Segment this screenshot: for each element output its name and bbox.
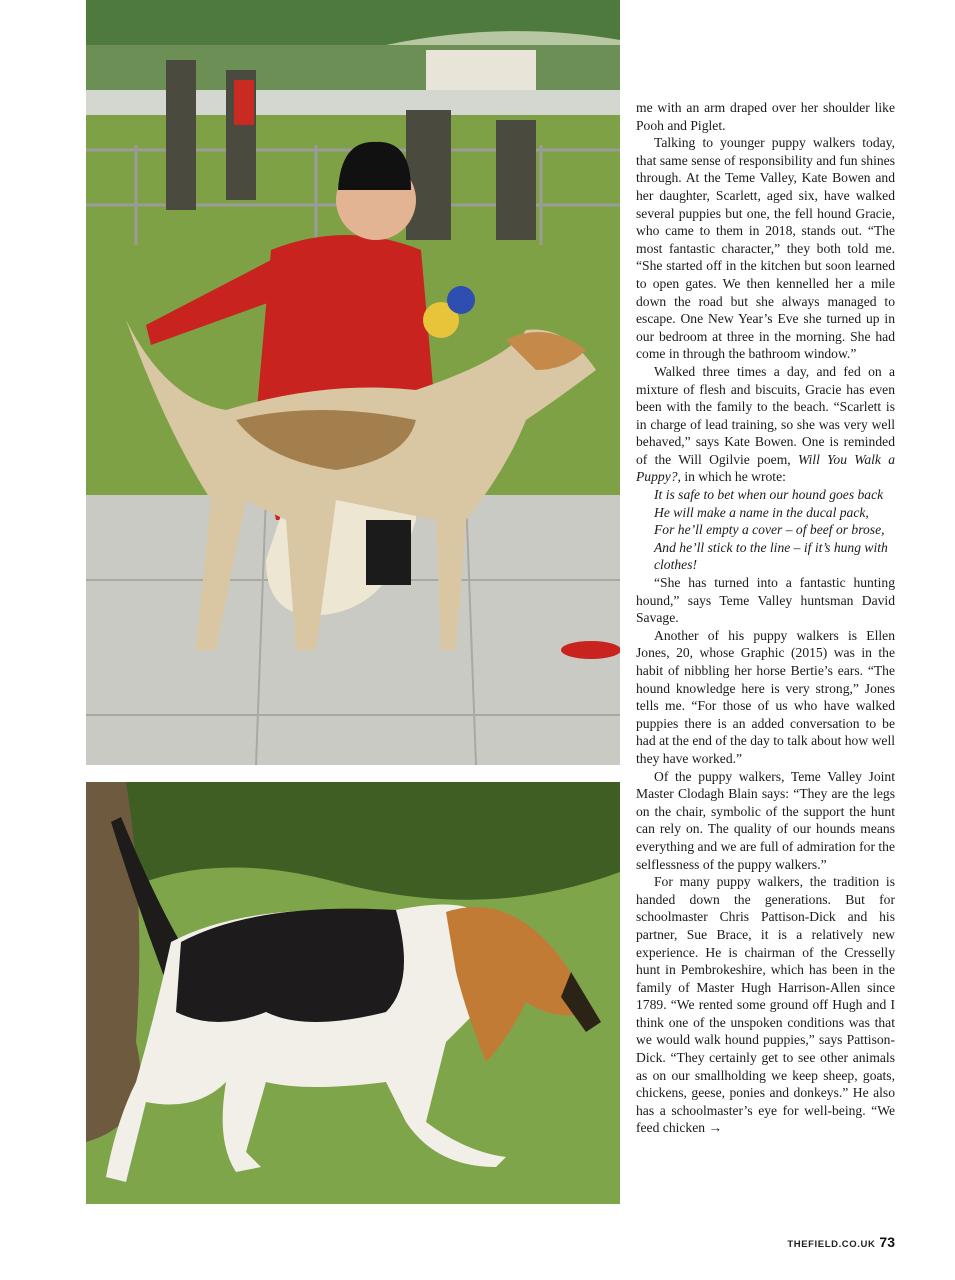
paragraph <box>636 363 895 486</box>
poem-line: He will make a name in the ducal pack, <box>654 504 869 520</box>
paragraph-text: Walked three times a day, and fed on a mixture of flesh and biscuits, Gracie has even been with the family to the beach. “Scarlett is in charge of lead training, so she was very well behaved,” says Kate Bowen. One is reminded of the Will Ogilvie poem, <box>636 363 895 467</box>
photo-huntsman-with-hound <box>86 0 620 765</box>
page-footer <box>787 1234 895 1252</box>
paragraph: Of the puppy walkers, Teme Valley Joint Master Clodagh Blain says: “They are the legs on the chair, symbolic of the support the hunt can rely on. The quality of our hounds means everything and we are full of admiration for the selflessness of the puppy walkers.” <box>636 768 895 872</box>
photo-hound-puppy-with-sunglasses <box>86 782 620 1204</box>
paragraph-text: , in which he wrote: <box>677 469 786 485</box>
poem-title: Will You Walk a Puppy? <box>636 451 896 485</box>
poem-line: For he’ll empty a cover – of beef or brose, <box>654 522 885 538</box>
poem-line: It is safe to bet when our hound goes back <box>654 487 884 503</box>
paragraph: me with an arm draped over her shoulder like Pooh and Piglet. <box>636 100 895 133</box>
page-number: 73 <box>879 1234 895 1250</box>
paragraph: For many puppy walkers, the tradition is handed down the generations. But for schoolmaster Chris Pattison-Dick and his partner, Sue Brace, it is a relatively new experience. He is chairman of the Cresselly hunt in Pembrokeshire, which has been in the family of Master Hugh Harrison-Allen since 1789. “We rented some ground off Hugh and I think one of the unspoken conditions was that we would walk hound puppies,” says Pattison-Dick. “They certainly get to see other animals as on our smallholding we keep sheep, goats, chickens, geese, ponies and donkeys.” He also has a schoolmaster’s eye for well-being. “We feed chicken → <box>636 874 895 1136</box>
article-body <box>636 99 895 1137</box>
paragraph: Talking to younger puppy walkers today, that same sense of responsibility and fun shines through. At the Teme Valley, Kate Bowen and her daughter, Scarlett, aged six, have walked several puppies but one, the fell hound Gracie, who came to them in 2018, stands out. “The most fantastic character,” they both told me. “She started off in the kitchen but soon learned to open gates. We then kennelled her a mile down the road but she always managed to escape. One New Year’s Eve she turned up in our bedroom at three in the morning. She had come in through the bathroom window.” <box>636 135 895 362</box>
paragraph: Another of his puppy walkers is Ellen Jones, 20, whose Graphic (2015) was in the habit of nibbling her horse Bertie’s ears. “The hound knowledge here is very strong,” Jones tells me. “For those of us who have walked puppies there is an added conversation to be had at the end of the day to talk about how well they have worked.” <box>636 627 895 766</box>
poem-line: And he’ll stick to the line – if it’s hung with clothes! <box>654 539 888 573</box>
website-name: THEFIELD.CO.UK <box>787 1239 876 1250</box>
paragraph: “She has turned into a fantastic hunting hound,” says Teme Valley huntsman David Savage. <box>636 575 895 626</box>
poem-quote <box>654 486 895 574</box>
